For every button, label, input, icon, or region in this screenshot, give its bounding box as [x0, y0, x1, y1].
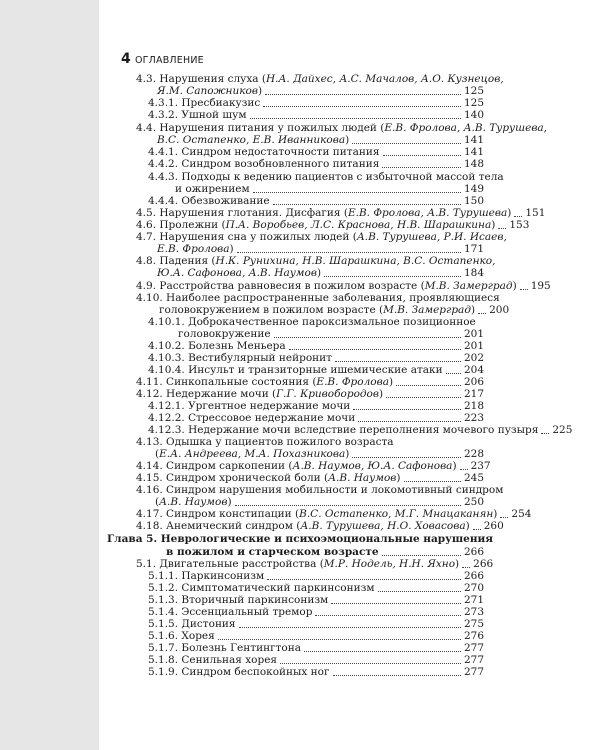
toc-entry-authors: Е.А. Андреева, М.А. Похазникова — [159, 448, 346, 460]
dot-leader — [333, 675, 461, 676]
toc-entry-authors: А.В. Наумов — [159, 496, 228, 508]
toc-entry-title: 4.8. Падения ( — [136, 255, 216, 267]
dot-leader — [331, 603, 461, 604]
toc-entry-page: 201 — [463, 340, 484, 352]
toc-entry-page: 270 — [463, 582, 484, 594]
toc-entry-title: 4.9. Расстройства равновесия в пожилом возрасте ( — [136, 280, 425, 292]
toc-entry — [148, 665, 484, 679]
toc-entry-page: 273 — [463, 606, 484, 618]
dot-leader — [218, 639, 461, 640]
dot-leader — [473, 529, 481, 530]
toc-entry-title-end: ) — [396, 472, 401, 484]
dot-leader — [352, 457, 461, 458]
toc-entry-title: 4.3.1. Пресбиакузис — [148, 97, 261, 109]
toc-entry-page: 125 — [463, 85, 484, 97]
gray-margin-band — [0, 0, 99, 750]
toc-entry-title: 4.10.1. Доброкачественное пароксизмальное позиционное — [148, 316, 476, 328]
toc-entry-title: 4.12.1. Ургентное недержание мочи — [148, 400, 351, 412]
dot-leader — [335, 361, 461, 362]
toc-entry-title-end: ) — [493, 508, 498, 520]
toc-entry-title: 4.3. Нарушения слуха ( — [136, 73, 266, 85]
toc-entry-page: 195 — [530, 280, 551, 292]
toc-entry-title-end: ) — [470, 304, 476, 316]
dot-leader — [520, 289, 528, 290]
toc-entry-title: 4.14. Синдром саркопении ( — [136, 460, 293, 472]
toc-entry-title: 4.4.3. Подходы к ведению пациентов с избыточной массой тела — [148, 171, 504, 183]
toc-entry-title: 5.1.2. Симптоматический паркинсонизм — [148, 582, 375, 594]
toc-entry-title-end: ) — [378, 388, 384, 400]
toc-entry-authors: М.В. Замерград — [383, 304, 471, 316]
toc-entry-title: 4.3.2. Ушной шум — [148, 109, 247, 121]
toc-entry-authors: М.В. Замерград — [424, 280, 513, 292]
dot-leader — [280, 663, 461, 664]
toc-entry-page: 277 — [463, 654, 484, 666]
toc-entry-page: 266 — [473, 558, 494, 570]
toc-entry-authors: А.В. Турушева, Н.О. Ховасова — [300, 520, 466, 532]
dot-leader — [378, 591, 461, 592]
dot-leader — [478, 313, 486, 314]
toc-entry-authors: В.С. Остапенко, Е.В. Иванникова — [157, 134, 346, 146]
toc-entry-title-end: ) — [316, 267, 322, 279]
toc-entry-title: в пожилом и старческом возрасте — [166, 546, 379, 558]
toc-entry-title-end: ) — [345, 448, 350, 460]
toc-entry-title: 4.11. Синкопальные состояния ( — [136, 376, 317, 388]
toc-entry-title: 4.4.4. Обезвоживание — [148, 195, 270, 207]
running-head: ОГЛАВЛЕНИЕ — [135, 55, 204, 66]
dot-leader — [253, 192, 461, 193]
dot-leader — [541, 433, 549, 434]
toc-entry — [157, 266, 484, 280]
dot-leader — [386, 397, 461, 398]
toc-entry-authors: Е.В. Фролова — [316, 376, 389, 388]
toc-entry-page: 277 — [463, 666, 484, 678]
toc-entry-title: 5.1.5. Дистония — [148, 618, 236, 630]
toc-entry — [148, 157, 484, 171]
dot-leader — [289, 349, 461, 350]
toc-entry-title: 4.12.3. Недержание мочи вследствие переполнения мочевого пузыря — [148, 424, 539, 436]
toc-entry-authors: А.В. Наумов — [328, 472, 397, 484]
toc-entry — [136, 519, 504, 533]
toc-entry — [148, 108, 484, 122]
toc-entry-title: 5.1.8. Сенильная хорея — [148, 654, 278, 666]
toc-entry-title: 4.4. Нарушения питания у пожилых людей ( — [136, 122, 385, 134]
toc-entry-title: 5.1.9. Синдром беспокойных ног — [148, 666, 330, 678]
toc-entry-title: головокружение — [178, 328, 271, 340]
toc-entry-authors: М.Р. Нодель, Н.Н. Яхно — [323, 558, 456, 570]
toc-entry-page: 171 — [463, 243, 484, 255]
dot-leader — [514, 216, 522, 217]
toc-entry-authors: Ю.А. Сафонова, А.В. Наумов — [157, 267, 317, 279]
toc-entry-title: Глава 5. Неврологические и психоэмоциональные нарушения — [106, 533, 494, 545]
toc-entry-page: 184 — [463, 267, 484, 279]
toc-entry-authors: Е.В. Фролова — [157, 243, 230, 255]
toc-entry-title-end: ) — [388, 376, 394, 388]
toc-entry-title: 4.17. Синдром констипации ( — [136, 508, 300, 520]
toc-entry-page: 206 — [463, 376, 484, 388]
toc-entry-page: 201 — [463, 328, 484, 340]
toc-entry-page: 149 — [463, 183, 484, 195]
toc-entry-authors: Н.А. Дайхес, А.С. Мачалов, А.О. Кузнецов, — [265, 73, 504, 85]
toc-entry-page: 277 — [463, 642, 484, 654]
toc-entry-title-end: ) — [229, 243, 234, 255]
toc-entry-page: 202 — [463, 352, 484, 364]
toc-entry-authors: Е.В. Фролова, А.В. Турушева — [347, 207, 508, 219]
toc-entry-page: 217 — [463, 388, 484, 400]
toc-entry-title-end: ) — [227, 496, 232, 508]
page-number: 4 — [121, 51, 131, 67]
dot-leader — [250, 118, 461, 119]
dot-leader — [267, 579, 461, 580]
toc-entry-authors: Е.В. Фролова, А.В. Турушева, — [384, 122, 548, 134]
toc-entry-page: 260 — [483, 520, 504, 532]
toc-entry-page: 150 — [463, 195, 484, 207]
dot-leader — [462, 567, 470, 568]
toc-entry-page: 223 — [463, 412, 484, 424]
toc-entry-title-end: ) — [491, 219, 496, 231]
toc-entry-title: и ожирением — [175, 183, 250, 195]
toc-entry-title-end: ) — [257, 85, 263, 97]
toc-entry-page: 228 — [463, 448, 484, 460]
dot-leader — [446, 373, 461, 374]
toc-entry-page: 141 — [463, 134, 484, 146]
toc-entry-authors: А.В. Турушева, Р.И. Исаев, — [356, 231, 507, 243]
dot-leader — [396, 385, 461, 386]
toc-entry-title: головокружением в пожилом возрасте ( — [159, 304, 384, 316]
toc-entry-authors: В.С. Остапенко, М.Г. Мнацаканян — [299, 508, 494, 520]
dot-leader — [237, 252, 461, 253]
dot-leader — [353, 409, 461, 410]
toc-entry-title: 5.1.1. Паркинсонизм — [148, 570, 265, 582]
toc-entry-title-end: ) — [345, 134, 350, 146]
dot-leader — [235, 505, 461, 506]
toc-entry-page: 271 — [463, 594, 484, 606]
toc-entry-title-end: ) — [507, 207, 512, 219]
toc-entry-page: 148 — [463, 158, 484, 170]
toc-entry-title: ( — [155, 448, 160, 460]
toc-entry-title: 5.1.6. Хорея — [148, 630, 215, 642]
dot-leader — [265, 94, 461, 95]
toc-entry-title: 4.10.3. Вестибулярный нейронит — [148, 352, 332, 364]
toc-entry-title: 4.5. Нарушения глотания. Дисфагия ( — [136, 207, 348, 219]
toc-entry-page: 153 — [509, 219, 530, 231]
toc-entry-title: 5.1.4. Эссенциальный тремор — [148, 606, 313, 618]
dot-leader — [274, 337, 461, 338]
dot-leader — [304, 651, 461, 652]
toc-entry-page: 250 — [463, 496, 484, 508]
toc-entry-title: ( — [155, 496, 160, 508]
toc-entry-page: 151 — [525, 207, 546, 219]
toc-entry-title: 4.10.4. Инсульт и транзиторные ишемические атаки — [148, 364, 443, 376]
toc-entry-title: 4.10. Наиболее распространенные заболевания, проявляющиеся — [136, 292, 500, 304]
toc-entry-title: 4.16. Синдром нарушения мобильности и локомотивный синдром — [136, 484, 504, 496]
toc-entry-title-end: ) — [465, 520, 470, 532]
toc-entry-page: 141 — [463, 146, 484, 158]
toc-entry-title-end: ) — [512, 280, 517, 292]
dot-leader — [383, 155, 461, 156]
dot-leader — [382, 555, 461, 556]
toc-entry-title-end: ) — [455, 558, 460, 570]
dot-leader — [500, 517, 508, 518]
toc-entry-authors: Г.Г. Кривобородов — [276, 388, 379, 400]
toc-entry-title: 4.4.2. Синдром возобновленного питания — [148, 158, 380, 170]
toc-entry-title: 4.15. Синдром хронической боли ( — [136, 472, 329, 484]
toc-entry-authors: Я.М. Сапожников — [157, 85, 258, 97]
dot-leader — [404, 481, 461, 482]
toc-entry-title: 4.12. Недержание мочи ( — [136, 388, 277, 400]
dot-leader — [498, 228, 506, 229]
dot-leader — [358, 421, 461, 422]
toc-entry-page: 266 — [463, 570, 484, 582]
toc-entry-page: 204 — [463, 364, 484, 376]
toc-entry-title: 4.4.1. Синдром недостаточности питания — [148, 146, 380, 158]
toc-entry-page: 225 — [552, 424, 573, 436]
toc-entry-page: 125 — [463, 97, 484, 109]
toc-entry-page: 237 — [470, 460, 491, 472]
toc-entry-page: 245 — [463, 472, 484, 484]
toc-entry-title: 5.1. Двигательные расстройства ( — [136, 558, 324, 570]
dot-leader — [315, 615, 461, 616]
dot-leader — [239, 627, 461, 628]
toc-entry-authors: П.А. Воробьев, Л.С. Краснова, Н.В. Шарашкина — [225, 219, 492, 231]
toc-entry-title: 4.7. Нарушения сна у пожилых людей ( — [136, 231, 357, 243]
toc-entry — [106, 532, 494, 546]
toc-entry-title: 4.12.2. Стрессовое недержание мочи — [148, 412, 356, 424]
toc-entry-page: 254 — [511, 508, 532, 520]
toc-entry-authors: А.В. Наумов, Ю.А. Сафонова — [292, 460, 453, 472]
dot-leader — [263, 106, 461, 107]
toc-entry-title: 4.10.2. Болезнь Меньера — [148, 340, 286, 352]
dot-leader — [273, 204, 461, 205]
toc-entry-title: 4.18. Анемический синдром ( — [136, 520, 301, 532]
toc-entry-authors: Н.К. Рунихина, Н.В. Шарашкина, В.С. Остапенко, — [215, 255, 496, 267]
toc-entry-page: 140 — [463, 109, 484, 121]
toc-entry-page: 276 — [463, 630, 484, 642]
dot-leader — [324, 276, 461, 277]
toc-entry-page: 200 — [489, 304, 510, 316]
toc-entry-title-end: ) — [452, 460, 457, 472]
toc-entry-title: 4.6. Пролежни ( — [136, 219, 226, 231]
dot-leader — [352, 143, 461, 144]
toc-entry-page: 218 — [463, 400, 484, 412]
toc-entry-page: 266 — [463, 546, 484, 558]
toc-entry-title: 5.1.7. Болезнь Гентингтона — [148, 642, 301, 654]
toc-entry-page: 275 — [463, 618, 484, 630]
toc-entry-title: 4.13. Одышка у пациентов пожилого возраста — [136, 436, 394, 448]
dot-leader — [382, 167, 461, 168]
toc-entry-title: 5.1.3. Вторичный паркинсонизм — [148, 594, 329, 606]
dot-leader — [460, 469, 468, 470]
